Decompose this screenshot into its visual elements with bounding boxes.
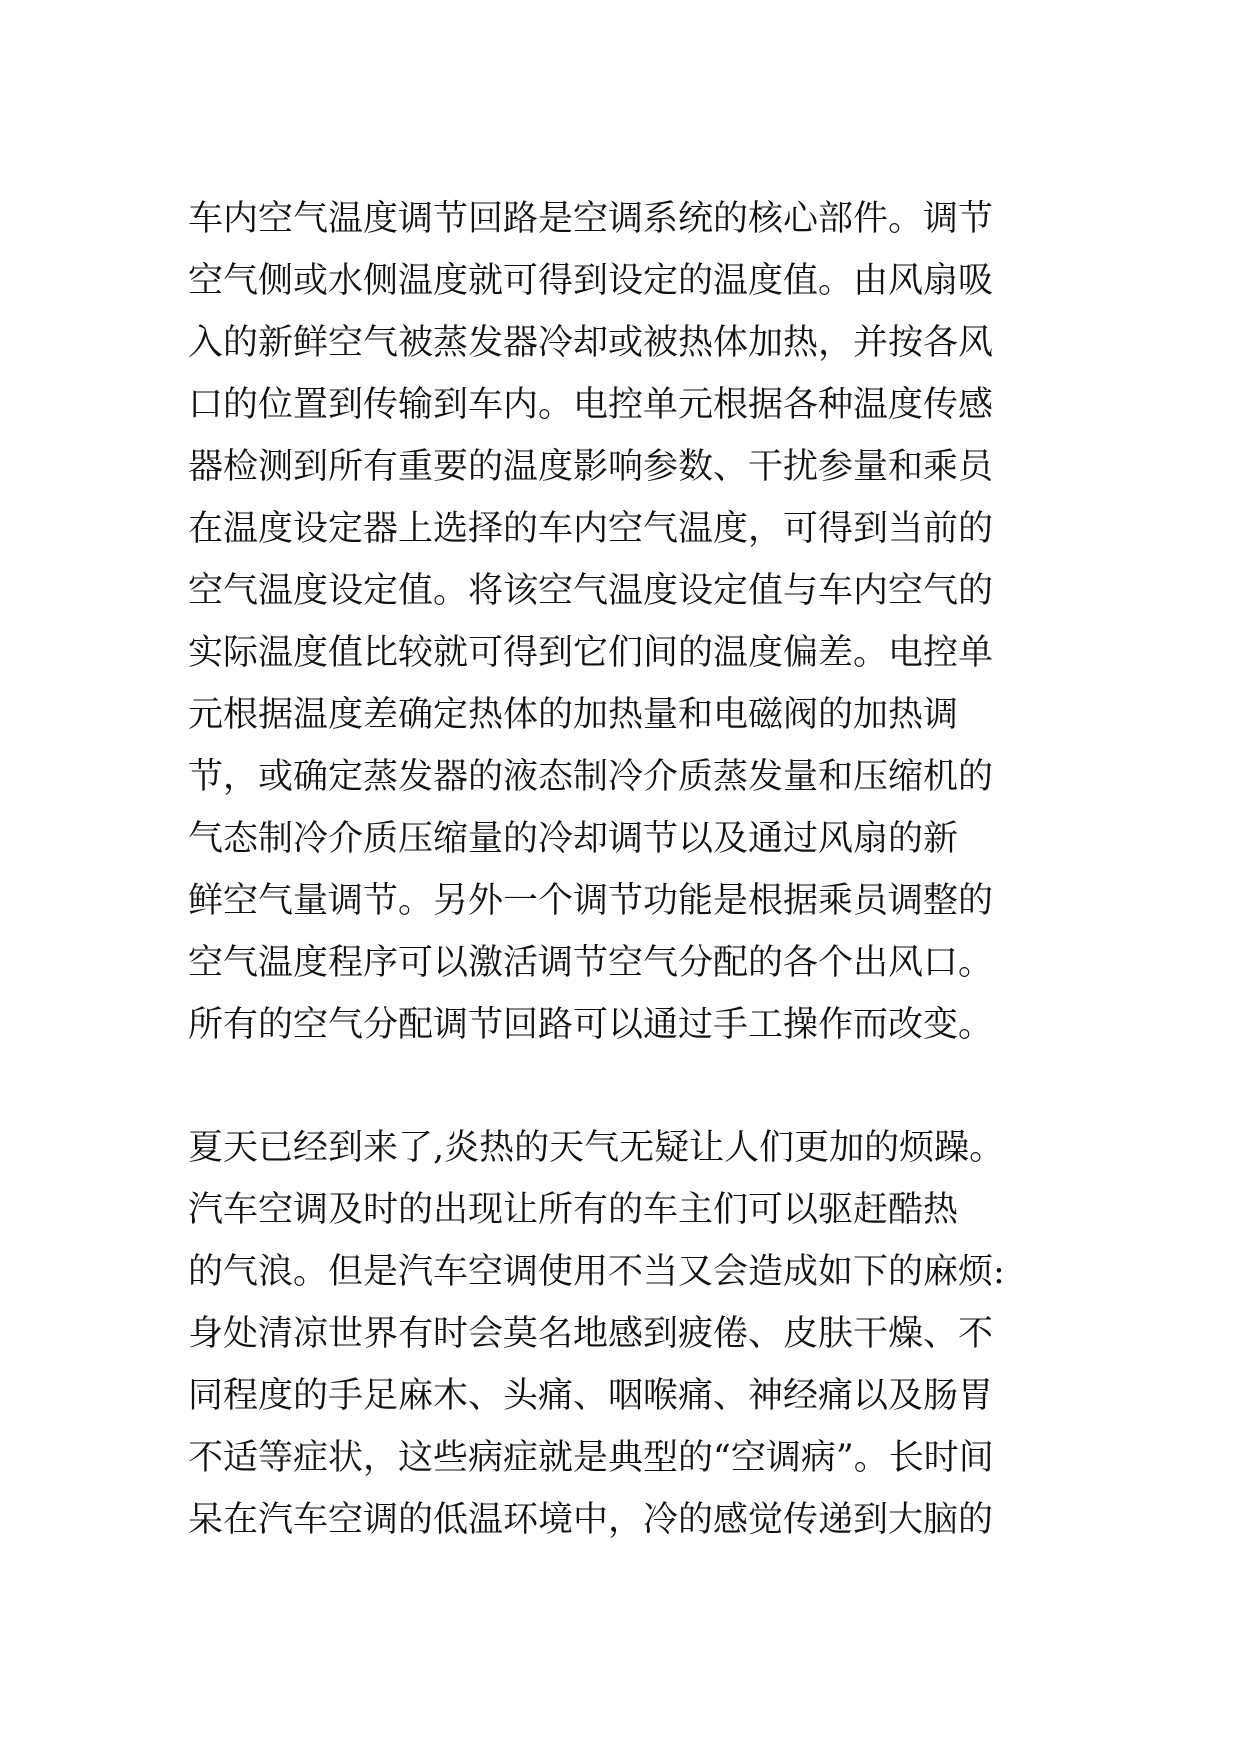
text-line: 实际温度值比较就可得到它们间的温度偏差。电控单 [188,633,994,673]
text-line: 节，或确定蒸发器的液态制冷介质蒸发量和压缩机的 [188,757,994,797]
text-line: 空气侧或水侧温度就可得到设定的温度值。由风扇吸 [188,261,994,301]
text-line: 汽车空调及时的出现让所有的车主们可以驱赶酷热 [188,1190,959,1230]
text-line: 气态制冷介质压缩量的冷却调节以及通过风扇的新 [188,819,959,859]
text-line: 在温度设定器上选择的车内空气温度，可得到当前的 [188,509,994,549]
text-line: 鲜空气量调节。另外一个调节功能是根据乘员调整的 [188,881,994,921]
text-line: 空气温度程序可以激活调节空气分配的各个出风口。 [188,943,994,983]
paragraph-air-temperature-control [188,188,1068,1056]
text-line: 车内空气温度调节回路是空调系统的核心部件。调节 [188,199,994,239]
text-line: 的气浪。但是汽车空调使用不当又会造成如下的麻烦: [188,1252,1005,1292]
text-line: 夏天已经到来了,炎热的天气无疑让人们更加的烦躁。 [188,1128,1005,1168]
text-line: 呆在汽车空调的低温环境中，冷的感觉传递到大脑的 [188,1500,994,1540]
text-line: 口的位置到传输到车内。电控单元根据各种温度传感 [188,385,994,425]
text-line: 所有的空气分配调节回路可以通过手工操作而改变。 [188,1005,994,1045]
paragraph-air-conditioning-sickness [188,1117,1068,1551]
text-line: 元根据温度差确定热体的加热量和电磁阀的加热调 [188,695,959,735]
text-line: 身处清凉世界有时会莫名地感到疲倦、皮肤干燥、不 [188,1314,994,1354]
text-line: 不适等症状，这些病症就是典型的“空调病”。长时间 [188,1438,994,1478]
text-line: 空气温度设定值。将该空气温度设定值与车内空气的 [188,571,994,611]
text-line: 同程度的手足麻木、头痛、咽喉痛、神经痛以及肠胃 [188,1376,994,1416]
text-line: 器检测到所有重要的温度影响参数、干扰参量和乘员 [188,447,994,487]
text-line: 入的新鲜空气被蒸发器冷却或被热体加热，并按各风 [188,323,994,363]
